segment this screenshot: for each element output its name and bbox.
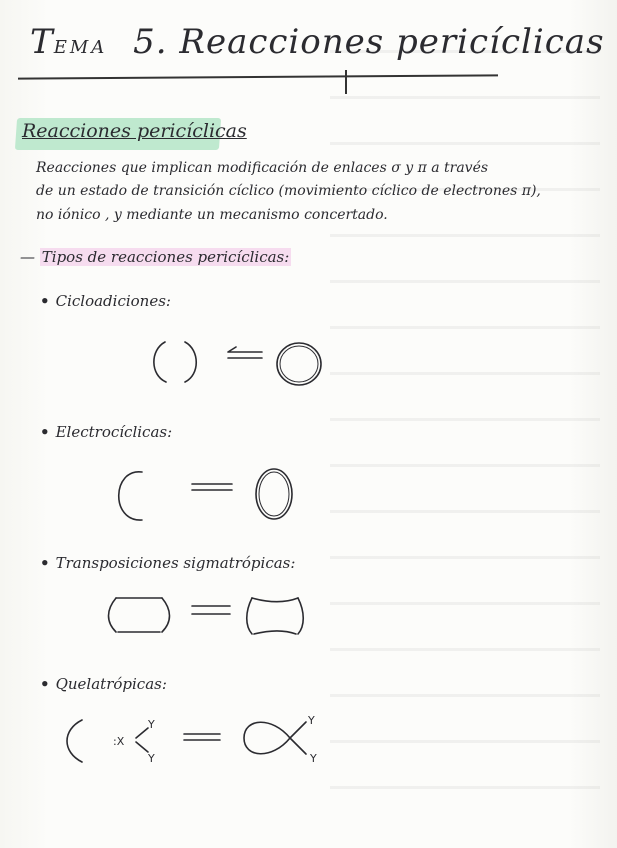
sigmatropic-product-sides [247, 598, 304, 634]
cheletropic-product-bonds [290, 722, 306, 754]
cheletropic-reagent-bonds [136, 728, 148, 752]
bullet: • [40, 292, 50, 310]
definition-line-3: no iónico , y mediante un mecanismo concertado. [36, 207, 388, 223]
cycloaddition-product-ring-inner [280, 346, 318, 382]
sigmatropic-reactant-sides [109, 598, 170, 632]
reagent-y-label-top: Y [148, 718, 155, 731]
sigmatropic-scheme [109, 598, 304, 634]
electrocyclic-product-ring [256, 469, 292, 519]
definition-line-1: Reacciones que implican modificación de enlaces σ y π a través [36, 160, 489, 176]
bullet: • [40, 675, 50, 693]
item-label: Electrocíclicas: [55, 423, 173, 441]
bullet: • [40, 554, 50, 572]
reagent-y-label-bottom: Y [148, 752, 155, 765]
reagent-x-label: :X [113, 735, 125, 748]
title-text: Reacciones pericíclicas [179, 22, 605, 62]
types-dash: — [20, 248, 35, 266]
bullet: • [40, 423, 50, 441]
cheletropic-scheme [67, 714, 317, 765]
product-y-label-bottom: Y [310, 752, 317, 765]
product-y-label-top: Y [308, 714, 315, 727]
cycloaddition-scheme [154, 342, 321, 385]
types-label: Tipos de reacciones pericíclicas: [41, 248, 290, 266]
electrocyclic-scheme [119, 469, 292, 520]
title-number: 5. [133, 22, 168, 62]
definition-line-2: de un estado de transición cíclico (movimiento cíclico de electrones π), [36, 183, 541, 199]
cycloaddition-product-ring [277, 343, 321, 385]
electrocyclic-reactant [119, 472, 142, 520]
electrocyclic-product-ring-inner [259, 472, 289, 516]
title-prefix: T [30, 22, 54, 62]
cheletropic-product-ring [244, 722, 290, 754]
cheletropic-diene [67, 720, 82, 762]
sigmatropic-product-bottom [254, 631, 296, 634]
sigmatropic-product-top [252, 598, 298, 602]
title-prefix-small: EMA [53, 37, 108, 58]
item-label: Quelatrópicas: [55, 675, 167, 693]
equilibrium-arrow-top [228, 347, 262, 352]
cycloaddition-reactant-left-arc [154, 342, 166, 382]
item-label: Cicloadiciones: [55, 292, 171, 310]
section-heading: Reacciones pericíclicas [22, 120, 247, 142]
item-label: Transposiciones sigmatrópicas: [55, 554, 296, 572]
cycloaddition-reactant-right-arc [185, 342, 196, 382]
